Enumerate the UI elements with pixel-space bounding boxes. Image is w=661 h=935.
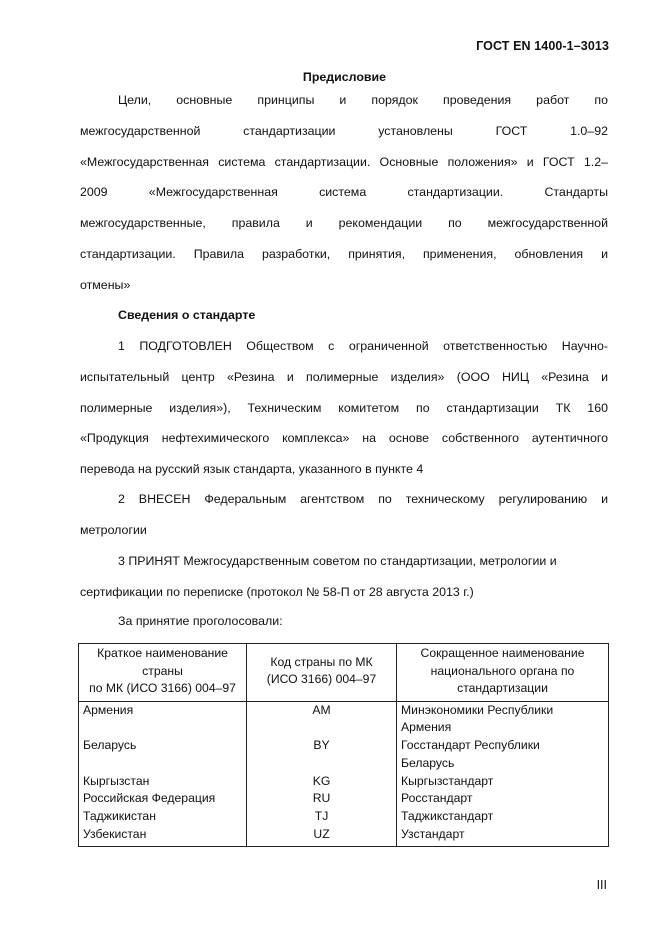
column-header-body: Сокращенное наименование национального органа по стандартизации <box>397 644 609 702</box>
item-1-line: «Продукция нефтехимического комплекса» на основе собственного аутентичного <box>80 431 608 446</box>
cell-country: Российская Федерация <box>79 790 247 808</box>
item-3-paragraph <box>80 546 608 608</box>
cell-country: Кыргызстан <box>79 773 247 791</box>
document-code: ГОСТ EN 1400-1–3013 <box>476 39 609 53</box>
vote-intro: За принятие проголосовали: <box>118 614 283 628</box>
table-row <box>79 790 609 808</box>
preface-line: стандартизации. Правила разработки, принятия, применения, обновления и <box>80 246 608 261</box>
item-1-line: 1 ПОДГОТОВЛЕН Обществом с ограниченной ответственностью Научно- <box>118 339 608 353</box>
cell-code: KG <box>247 773 397 791</box>
cell-code: AM <box>247 701 397 737</box>
cell-country: Беларусь <box>79 737 247 773</box>
cell-code: RU <box>247 790 397 808</box>
table-header-row <box>79 644 609 702</box>
preface-line: Цели, основные принципы и порядок проведения работ по <box>118 93 608 107</box>
cell-body: Госстандарт Республики Беларусь <box>397 737 609 773</box>
cell-code: UZ <box>247 826 397 846</box>
standard-info-heading: Сведения о стандарте <box>118 308 256 322</box>
table-row <box>79 737 609 773</box>
cell-body: Узстандарт <box>397 826 609 846</box>
cell-country: Армения <box>79 701 247 737</box>
page-number: III <box>596 878 607 892</box>
item-1-paragraph <box>80 331 608 485</box>
item-1-line: испытательный центр «Резина и полимерные изделия» (ООО НИЦ «Резина и <box>80 369 608 384</box>
table-row <box>79 773 609 791</box>
cell-code: TJ <box>247 808 397 826</box>
cell-body: Минэкономики Республики Армения <box>397 701 609 737</box>
cell-country: Узбекистан <box>79 826 247 846</box>
preface-line: «Межгосударственная система стандартизации. Основные положения» и ГОСТ 1.2– <box>80 154 608 169</box>
item-3-line: 3 ПРИНЯТ Межгосударственным советом по стандартизации, метрологии и <box>118 554 557 568</box>
table-row <box>79 808 609 826</box>
preface-line: 2009 «Межгосударственная система стандартизации. Стандарты <box>80 185 608 200</box>
column-header-country: Краткое наименование страны по МК (ИСО 3166) 004–97 <box>79 644 247 702</box>
cell-body: Кыргызстандарт <box>397 773 609 791</box>
cell-country: Таджикистан <box>79 808 247 826</box>
item-3-line: сертификации по переписке (протокол № 58-П от 28 августа 2013 г.) <box>80 584 474 599</box>
preface-line: отмены» <box>80 277 131 292</box>
voting-countries-table <box>78 643 609 847</box>
item-2-line: 2 ВНЕСЕН Федеральным агентством по техническому регулированию и <box>118 492 608 506</box>
table-row <box>79 826 609 846</box>
preface-paragraph <box>80 85 608 301</box>
preface-line: межгосударственной стандартизации установлены ГОСТ 1.0–92 <box>80 123 608 138</box>
item-2-paragraph <box>80 484 608 546</box>
cell-body: Росстандарт <box>397 790 609 808</box>
cell-code: BY <box>247 737 397 773</box>
preface-heading: Предисловие <box>302 70 387 84</box>
item-2-line: метрологии <box>80 522 147 537</box>
table-row <box>79 701 609 737</box>
cell-body: Таджикстандарт <box>397 808 609 826</box>
preface-line: межгосударственные, правила и рекомендации по межгосударственной <box>80 216 608 231</box>
item-1-line: полимерные изделия»), Техническим комитетом по стандартизации ТК 160 <box>80 400 608 415</box>
column-header-code: Код страны по МК (ИСО 3166) 004–97 <box>247 644 397 702</box>
item-1-line: перевода на русский язык стандарта, указанного в пункте 4 <box>80 462 424 477</box>
